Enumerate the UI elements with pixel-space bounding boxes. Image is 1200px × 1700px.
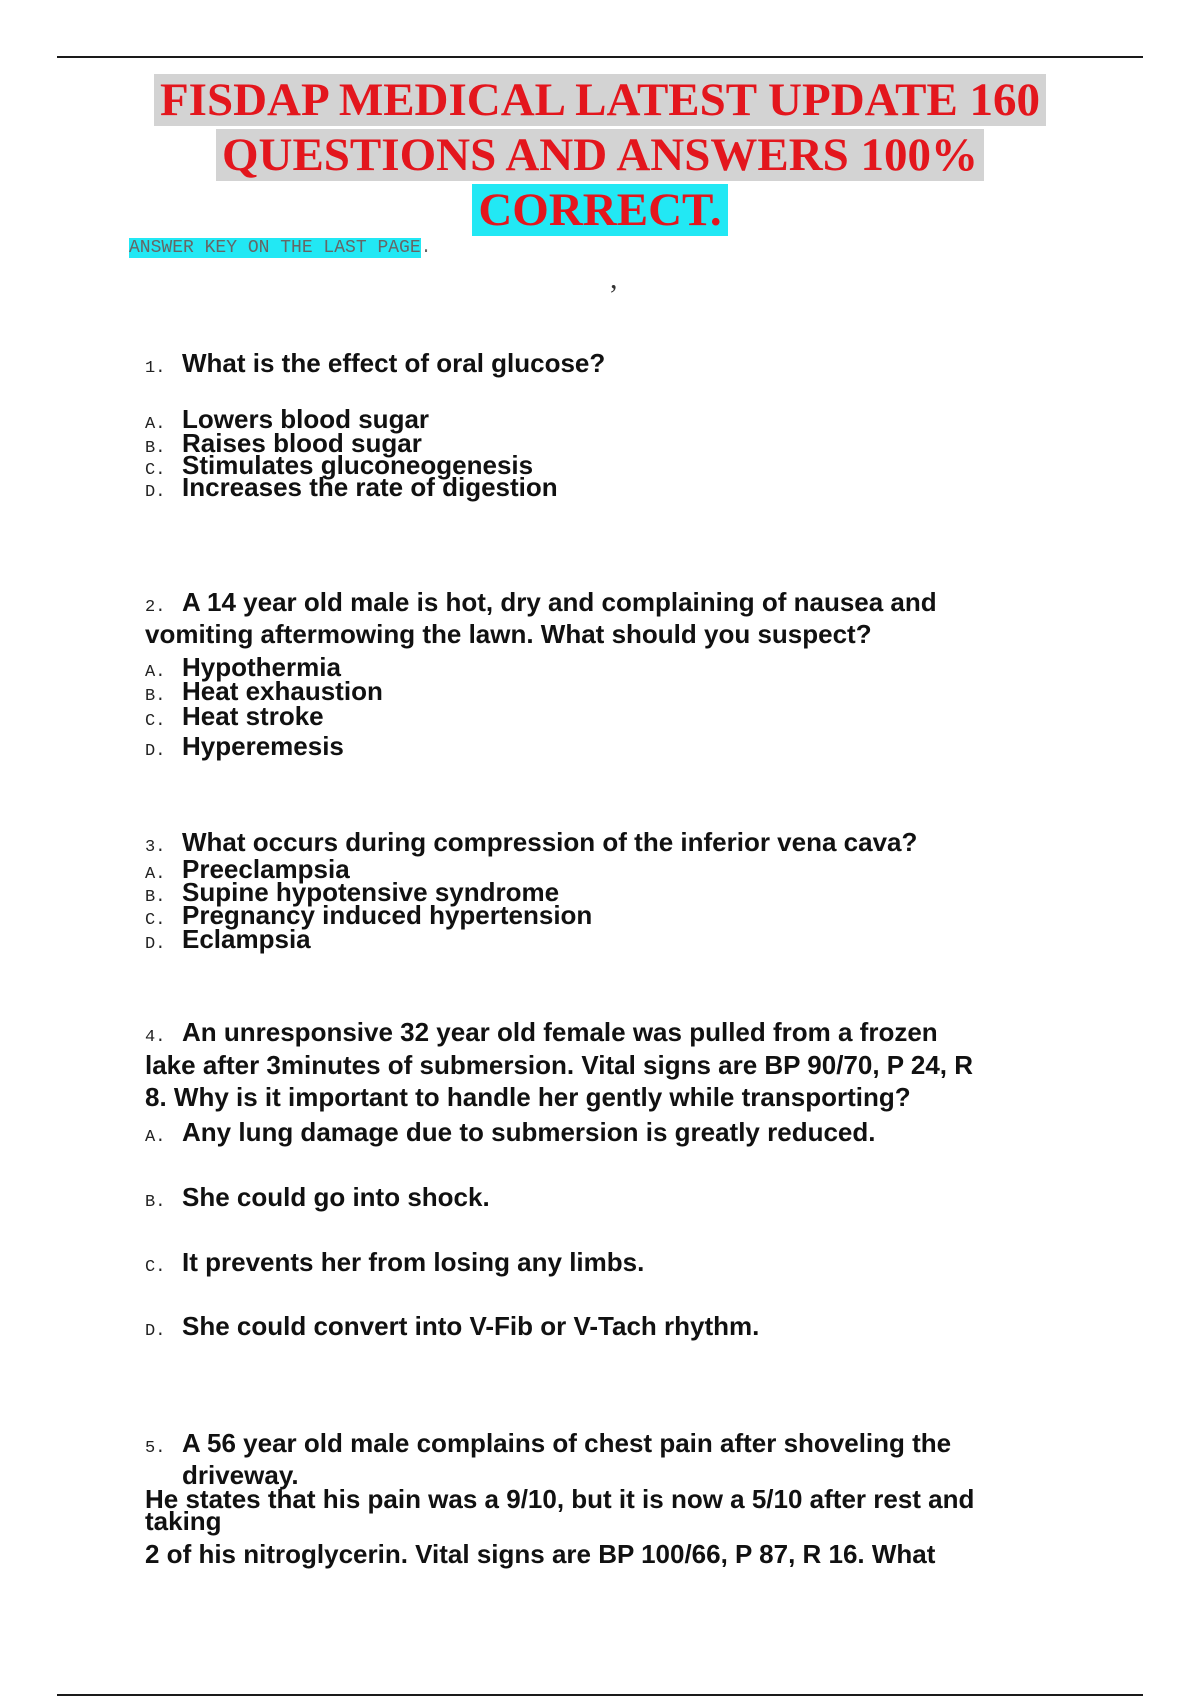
question-5-text-line-5: 2 of his nitroglycerin. Vital signs are BP 100/66, P 87, R 16. What xyxy=(145,1539,936,1569)
question-3-option-d: D. Eclampsia xyxy=(145,924,311,954)
question-2-text: 2. A 14 year old male is hot, dry and complaining of nausea and xyxy=(145,586,937,624)
question-3-option-c: C. Pregnancy induced hypertension xyxy=(145,900,593,930)
question-5-text: 5. A 56 year old male complains of chest pain after shoveling the xyxy=(145,1427,951,1465)
document-title-line-3: CORRECT. xyxy=(0,183,1200,238)
question-5-text-line-3: He states that his pain was a 9/10, but it is now a 5/10 after rest and xyxy=(145,1484,975,1514)
question-1-option-c: C. Stimulates gluconeogenesis xyxy=(145,450,534,480)
document-title-line-2: QUESTIONS AND ANSWERS 100% xyxy=(0,128,1200,183)
question-number: 1. xyxy=(145,359,166,378)
question-number: 3. xyxy=(145,838,166,857)
bottom-rule xyxy=(57,1694,1143,1696)
stray-comma-mark: , xyxy=(610,262,618,295)
question-5-text-line-2: driveway. xyxy=(182,1460,299,1490)
question-4-text-line-2: lake after 3minutes of submersion. Vital signs are BP 90/70, P 24, R xyxy=(145,1050,974,1080)
question-4-option-c: C. It prevents her from losing any limbs. xyxy=(145,1247,645,1277)
question-3-option-b: B. Supine hypotensive syndrome xyxy=(145,877,560,907)
question-4-option-d: D. She could convert into V-Fib or V-Tach rhythm. xyxy=(145,1311,760,1341)
top-rule xyxy=(57,56,1143,58)
question-number: 4. xyxy=(145,1028,166,1047)
question-number: 2. xyxy=(145,598,166,617)
question-number: 5. xyxy=(145,1439,166,1458)
question-1-text: 1. What is the effect of oral glucose? xyxy=(145,347,605,385)
question-2-option-a: A. Hypothermia xyxy=(145,652,341,682)
question-4-option-a: A. Any lung damage due to submersion is greatly reduced. xyxy=(145,1117,876,1147)
question-2-text-line-2: vomiting aftermowing the lawn. What should you suspect? xyxy=(145,619,872,649)
question-1-option-a: A. Lowers blood sugar xyxy=(145,404,430,434)
question-4-text-line-3: 8. Why is it important to handle her gently while transporting? xyxy=(145,1082,911,1112)
document-title-line-1: FISDAP MEDICAL LATEST UPDATE 160 xyxy=(0,73,1200,128)
question-5-text-line-4: taking xyxy=(145,1506,222,1536)
question-2-option-d: D. Hyperemesis xyxy=(145,731,344,761)
question-4-text: 4. An unresponsive 32 year old female was pulled from a frozen xyxy=(145,1016,938,1054)
answer-key-note: ANSWER KEY ON THE LAST PAGE. xyxy=(129,238,432,258)
question-3-option-a: A. Preeclampsia xyxy=(145,854,350,884)
question-1-option-d: D. Increases the rate of digestion xyxy=(145,472,558,502)
question-2-option-b: B. Heat exhaustion xyxy=(145,676,383,706)
question-1-option-b: B. Raises blood sugar xyxy=(145,428,422,458)
question-4-option-b: B. She could go into shock. xyxy=(145,1182,490,1212)
question-3-text: 3. What occurs during compression of the inferior vena cava? xyxy=(145,826,917,864)
question-2-option-c: C. Heat stroke xyxy=(145,701,324,731)
